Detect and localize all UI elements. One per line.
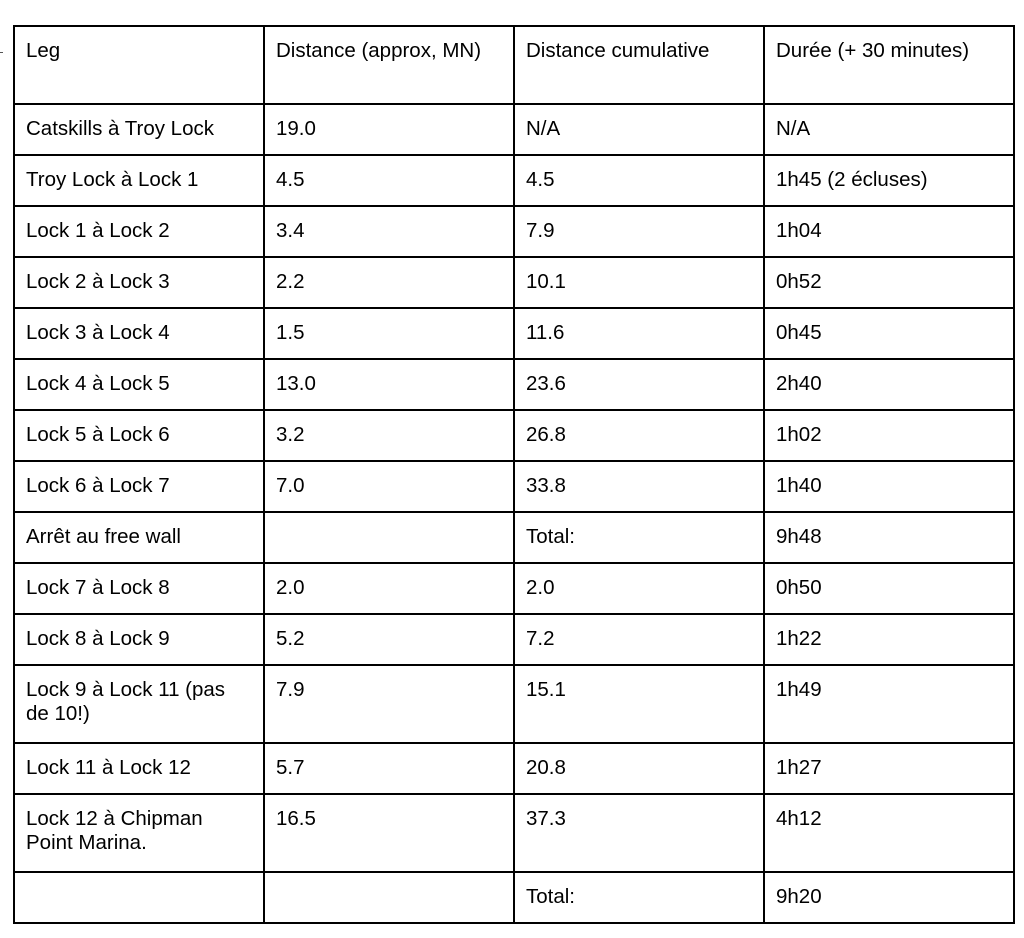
cell-cumulative[interactable]: 33.8	[514, 461, 764, 512]
cell-cumulative[interactable]: 20.8	[514, 743, 764, 794]
table-row	[14, 257, 1014, 308]
cell-leg[interactable]: Troy Lock à Lock 1	[14, 155, 264, 206]
table-header-row	[14, 26, 1014, 104]
cell-duree[interactable]: 2h40	[764, 359, 1014, 410]
table-row	[14, 206, 1014, 257]
header-cell-duree[interactable]: Durée (+ 30 minutes)	[764, 26, 1014, 104]
table-row	[14, 410, 1014, 461]
table-row	[14, 461, 1014, 512]
cell-distance[interactable]: 5.2	[264, 614, 514, 665]
table-row-subtotal	[14, 512, 1014, 563]
cell-leg[interactable]: Lock 1 à Lock 2	[14, 206, 264, 257]
cell-distance[interactable]: 3.2	[264, 410, 514, 461]
cell-cumulative[interactable]: Total:	[514, 872, 764, 923]
cell-distance[interactable]	[264, 872, 514, 923]
cell-leg[interactable]: Lock 7 à Lock 8	[14, 563, 264, 614]
page-top-edge	[0, 0, 1024, 24]
cell-duree[interactable]: 1h49	[764, 665, 1014, 743]
cell-distance[interactable]: 13.0	[264, 359, 514, 410]
cell-duree[interactable]: 4h12	[764, 794, 1014, 872]
cell-cumulative[interactable]: 2.0	[514, 563, 764, 614]
cell-leg[interactable]: Lock 4 à Lock 5	[14, 359, 264, 410]
cell-leg[interactable]: Lock 2 à Lock 3	[14, 257, 264, 308]
cell-leg[interactable]: Lock 9 à Lock 11 (pas de 10!)	[14, 665, 264, 743]
cell-distance[interactable]: 1.5	[264, 308, 514, 359]
table-row	[14, 665, 1014, 743]
cell-distance[interactable]: 7.0	[264, 461, 514, 512]
cell-cumulative[interactable]: 26.8	[514, 410, 764, 461]
cell-duree[interactable]: 0h52	[764, 257, 1014, 308]
cell-distance[interactable]: 2.0	[264, 563, 514, 614]
itinerary-table	[13, 25, 1015, 924]
cell-leg[interactable]: Arrêt au free wall	[14, 512, 264, 563]
cell-duree[interactable]: 1h40	[764, 461, 1014, 512]
header-cell-distance-cumulative[interactable]: Distance cumulative	[514, 26, 764, 104]
table-row-total	[14, 872, 1014, 923]
cell-duree[interactable]: 0h50	[764, 563, 1014, 614]
cell-duree[interactable]: 9h20	[764, 872, 1014, 923]
cell-cumulative[interactable]: 4.5	[514, 155, 764, 206]
cell-duree[interactable]: 1h45 (2 écluses)	[764, 155, 1014, 206]
cell-cumulative[interactable]: 15.1	[514, 665, 764, 743]
table-row	[14, 155, 1014, 206]
cell-leg[interactable]: Lock 6 à Lock 7	[14, 461, 264, 512]
table-row	[14, 794, 1014, 872]
table-row	[14, 563, 1014, 614]
cell-cumulative[interactable]: 11.6	[514, 308, 764, 359]
header-cell-distance[interactable]: Distance (approx, MN)	[264, 26, 514, 104]
cell-cumulative[interactable]: 7.2	[514, 614, 764, 665]
cell-leg[interactable]: Lock 12 à Chipman Point Marina.	[14, 794, 264, 872]
cell-distance[interactable]: 3.4	[264, 206, 514, 257]
cell-cumulative[interactable]: Total:	[514, 512, 764, 563]
cell-distance[interactable]: 4.5	[264, 155, 514, 206]
cell-distance[interactable]: 5.7	[264, 743, 514, 794]
cell-duree[interactable]: 1h04	[764, 206, 1014, 257]
cell-distance[interactable]: 19.0	[264, 104, 514, 155]
cell-duree[interactable]: 1h02	[764, 410, 1014, 461]
cell-leg[interactable]	[14, 872, 264, 923]
cell-cumulative[interactable]: 37.3	[514, 794, 764, 872]
cell-cumulative[interactable]: 10.1	[514, 257, 764, 308]
cell-distance[interactable]: 2.2	[264, 257, 514, 308]
cell-duree[interactable]: 1h22	[764, 614, 1014, 665]
cell-leg[interactable]: Lock 11 à Lock 12	[14, 743, 264, 794]
cell-leg[interactable]: Lock 5 à Lock 6	[14, 410, 264, 461]
cell-leg[interactable]: Lock 8 à Lock 9	[14, 614, 264, 665]
table-row	[14, 104, 1014, 155]
cell-distance[interactable]	[264, 512, 514, 563]
cell-leg[interactable]: Catskills à Troy Lock	[14, 104, 264, 155]
cell-cumulative[interactable]: 7.9	[514, 206, 764, 257]
table-row	[14, 743, 1014, 794]
cell-duree[interactable]: 9h48	[764, 512, 1014, 563]
cell-distance[interactable]: 16.5	[264, 794, 514, 872]
cell-duree[interactable]: 1h27	[764, 743, 1014, 794]
header-cell-leg[interactable]: Leg	[14, 26, 264, 104]
table-row	[14, 359, 1014, 410]
cell-duree[interactable]: 0h45	[764, 308, 1014, 359]
table-row	[14, 308, 1014, 359]
cell-cumulative[interactable]: 23.6	[514, 359, 764, 410]
cell-leg[interactable]: Lock 3 à Lock 4	[14, 308, 264, 359]
cell-cumulative[interactable]: N/A	[514, 104, 764, 155]
table-row	[14, 614, 1014, 665]
cursor-mark	[0, 52, 3, 53]
cell-distance[interactable]: 7.9	[264, 665, 514, 743]
cell-duree[interactable]: N/A	[764, 104, 1014, 155]
